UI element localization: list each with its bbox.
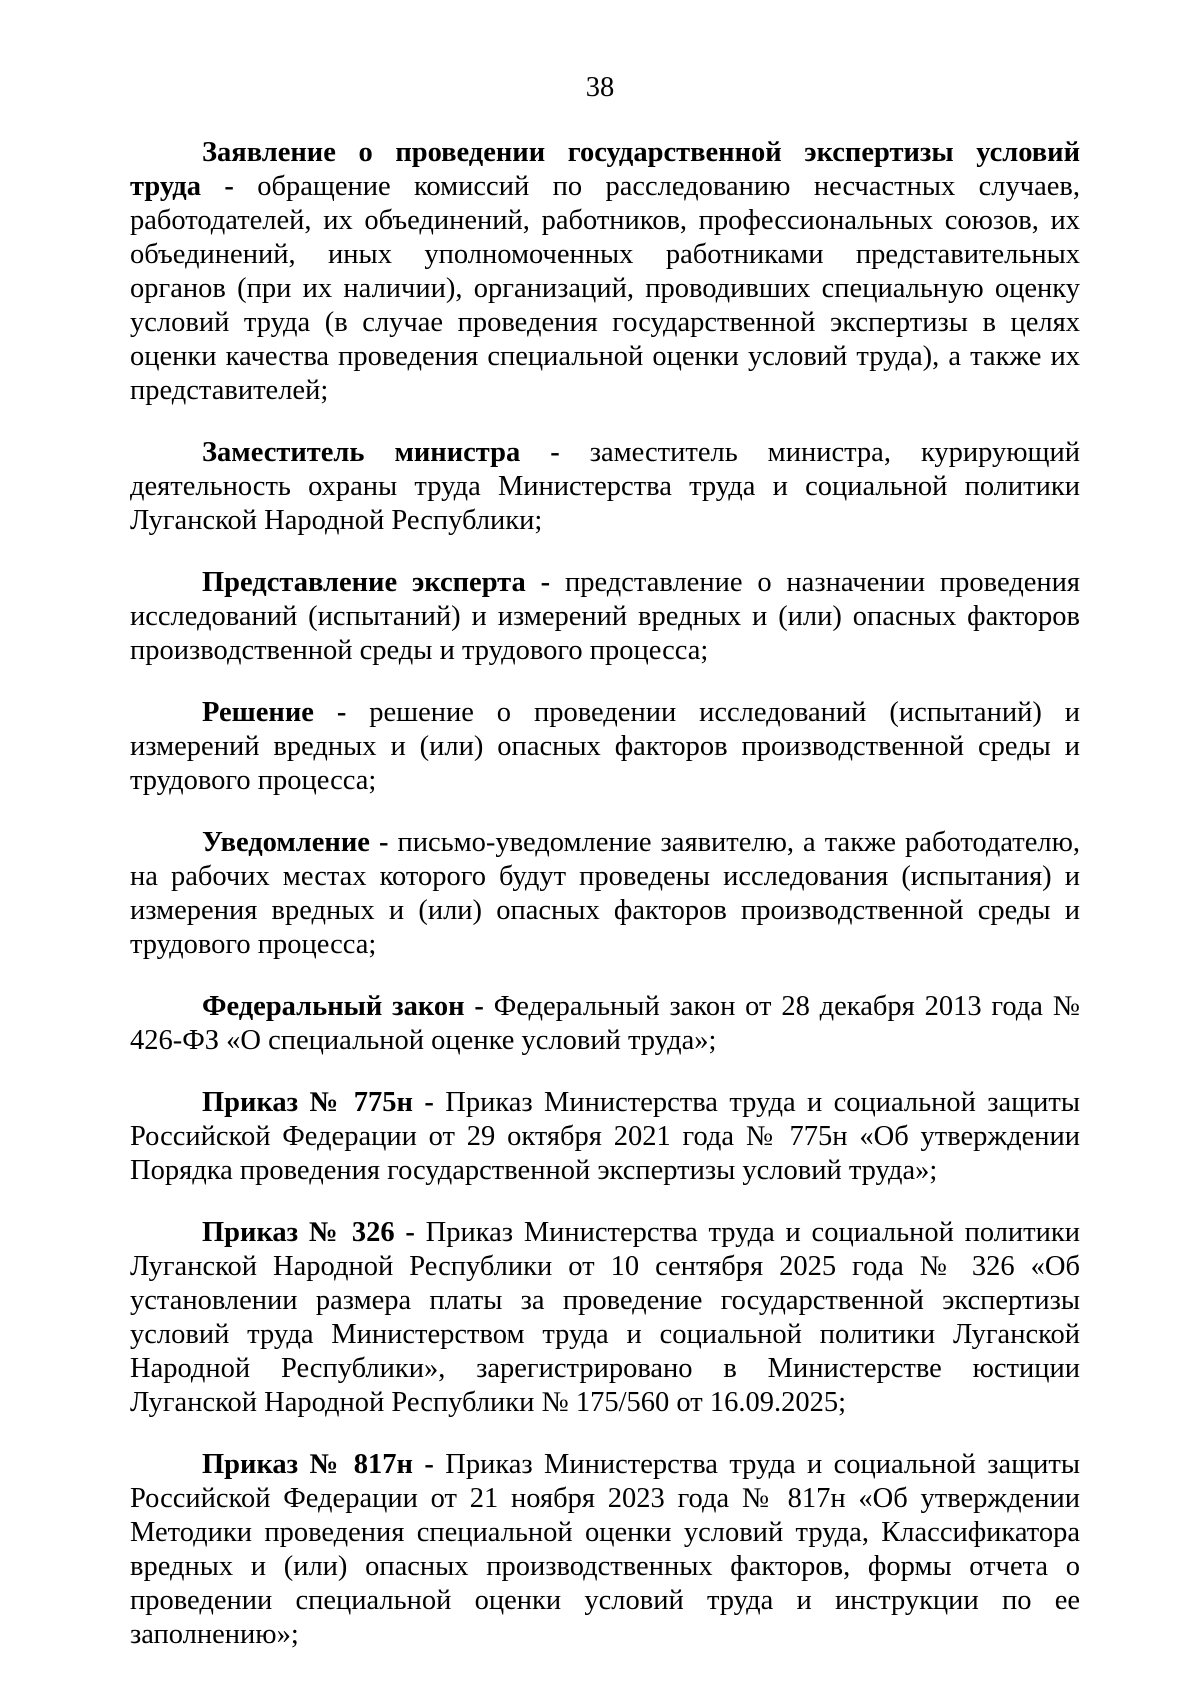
- definition-term: Приказ № 326: [202, 1217, 395, 1248]
- term-separator: -: [369, 827, 398, 858]
- term-separator: -: [412, 1087, 446, 1118]
- term-separator: -: [313, 697, 370, 728]
- definition-entry: [130, 1216, 1080, 1420]
- definition-entry: [130, 136, 1080, 408]
- definition-text: Федеральный закон от 28 декабря 2013 года № 426-ФЗ «О специальной оценке условий труда»;: [130, 991, 1080, 1056]
- definition-entry: [130, 436, 1080, 538]
- definition-text: представление о назначении проведения исследований (испытаний) и измерений вредных и (или) опасных факторов производственной среды и трудового процесса;: [130, 567, 1081, 666]
- definition-text: Приказ Министерства труда и социальной защиты Российской Федерации от 21 ноября 2023 года № 817н «Об утверждении Методики проведения специальной оценки условий труда, Классификатора вредных и (или) опасных производственных факторов, формы отчета о проведении специальной оценки условий труда и инструкции по ее заполнению»;: [130, 1449, 1080, 1650]
- definition-term: Федеральный закон: [202, 991, 465, 1022]
- definition-entry: [130, 1086, 1080, 1188]
- term-separator: -: [200, 171, 258, 202]
- definition-entry: [130, 990, 1080, 1058]
- term-separator: -: [464, 991, 494, 1022]
- definition-text: обращение комиссий по расследованию несчастных случаев, работодателей, их объединений, работников, профессиональных союзов, их объединений, иных уполномоченных работниками представительных органов (при их наличии), организаций, проводивших специальную оценку условий труда (в случае проведения государственной экспертизы в целях оценки качества проведения специальной оценки условий труда), а также их представителей;: [130, 171, 1080, 406]
- definition-term: Уведомление: [202, 827, 370, 858]
- definition-entry: [130, 1448, 1080, 1652]
- definition-term: Заявление о проведении государственной экспертизы условий труда: [130, 137, 1080, 202]
- definition-entry: [130, 826, 1080, 962]
- definition-term: Решение: [202, 697, 314, 728]
- definition-term: Представление эксперта: [202, 567, 526, 598]
- term-separator: -: [394, 1217, 426, 1248]
- definition-text: письмо-уведомление заявителю, а также работодателю, на рабочих местах которого будут проведены исследования (испытания) и измерения вредных и (или) опасных факторов производственной среды и трудового процесса;: [130, 827, 1080, 960]
- term-separator: -: [520, 437, 590, 468]
- definition-entry: [130, 696, 1080, 798]
- definition-term: Приказ № 775н: [202, 1087, 413, 1118]
- definitions-list: [130, 136, 1080, 1680]
- page-number: 38: [585, 72, 615, 103]
- definition-term: Заместитель министра: [202, 437, 521, 468]
- definition-entry: [130, 566, 1080, 668]
- definition-text: Приказ Министерства труда и социальной защиты Российской Федерации от 29 октября 2021 года № 775н «Об утверждении Порядка проведения государственной экспертизы условий труда»;: [130, 1087, 1080, 1186]
- definition-term: Приказ № 817н: [202, 1449, 413, 1480]
- definition-text: заместитель министра, курирующий деятельность охраны труда Министерства труда и социальной политики Луганской Народной Республики;: [130, 437, 1080, 536]
- definition-text: Приказ Министерства труда и социальной политики Луганской Народной Республики от 10 сентября 2025 года № 326 «Об установлении размера платы за проведение государственной экспертизы условий труда Министерством труда и социальной политики Луганской Народной Республики», зарегистрировано в Министерстве юстиции Луганской Народной Республики № 175/560 от 16.09.2025;: [130, 1217, 1080, 1418]
- term-separator: -: [412, 1449, 446, 1480]
- term-separator: -: [525, 567, 565, 598]
- definition-text: решение о проведении исследований (испытаний) и измерений вредных и (или) опасных факторов производственной среды и трудового процесса;: [130, 697, 1080, 796]
